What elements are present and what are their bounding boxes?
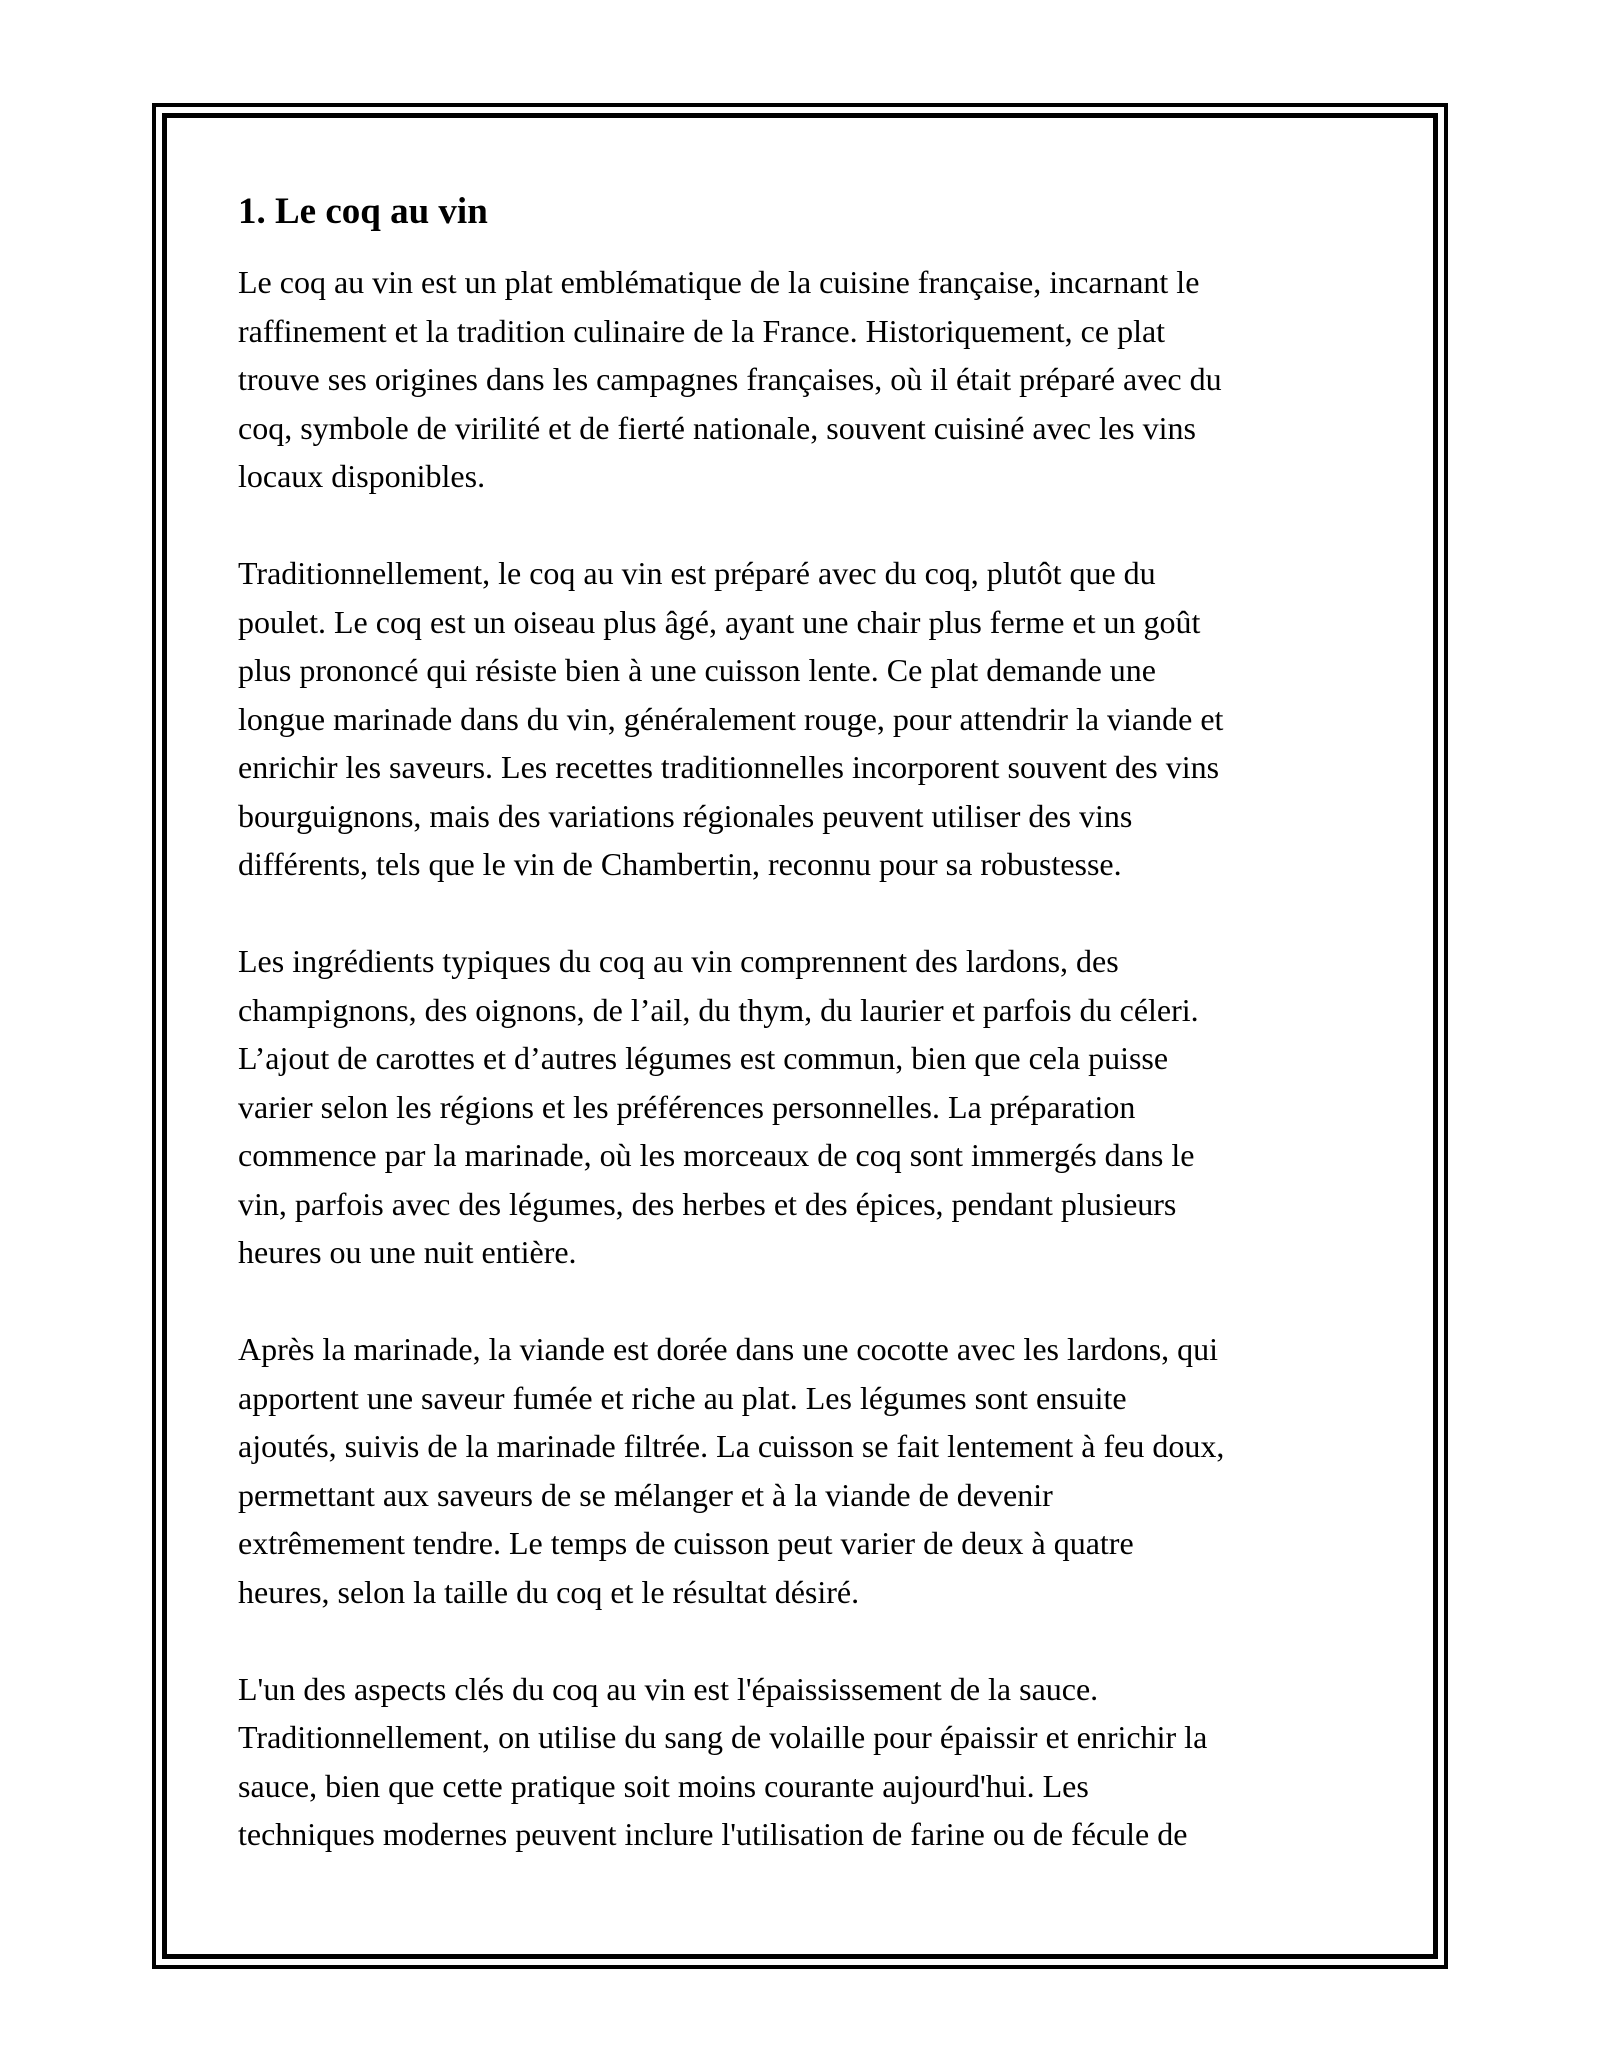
paragraph-line: coq, symbole de virilité et de fierté nationale, souvent cuisiné avec les vins — [238, 409, 1196, 446]
paragraph-line: poulet. Le coq est un oiseau plus âgé, ayant une chair plus ferme et un goût — [238, 603, 1201, 640]
paragraph-line: Après la marinade, la viande est dorée dans une cocotte avec les lardons, qui — [238, 1331, 1219, 1367]
document-title: 1. Le coq au vin — [238, 191, 488, 232]
document-body — [238, 188, 1368, 1907]
paragraph-ingredients — [238, 937, 1368, 1277]
paragraph-line: bourguignons, mais des variations régionales peuvent utiliser des vins — [238, 797, 1133, 834]
paragraph-line: L’ajout de carottes et d’autres légumes est commun, bien que cela puisse — [238, 1040, 1169, 1076]
paragraph-line: sauce, bien que cette pratique soit moins courante aujourd'hui. Les — [238, 1767, 1089, 1804]
paragraph-line: enrichir les saveurs. Les recettes traditionnelles incorporent souvent des vins — [238, 749, 1220, 785]
paragraph-line: Les ingrédients typiques du coq au vin comprennent des lardons, des — [238, 943, 1119, 979]
paragraph-line: varier selon les régions et les préférences personnelles. La préparation — [238, 1088, 1136, 1125]
paragraph-line: ajoutés, suivis de la marinade filtrée. La cuisson se fait lentement à feu doux, — [238, 1428, 1225, 1464]
paragraph-line: heures, selon la taille du coq et le résultat désiré. — [238, 1573, 860, 1610]
paragraph-line: différents, tels que le vin de Chambertin, reconnu pour sa robustesse. — [238, 846, 1122, 882]
paragraph-tradition — [238, 549, 1368, 889]
paragraph-line: apportent une saveur fumée et riche au plat. Les légumes sont ensuite — [238, 1379, 1127, 1416]
paragraph-line: commence par la marinade, où les morceaux de coq sont immergés dans le — [238, 1137, 1195, 1173]
paragraph-line: L'un des aspects clés du coq au vin est l'épaississement de la sauce. — [238, 1670, 1099, 1707]
paragraph-line: trouve ses origines dans les campagnes françaises, où il était préparé avec du — [238, 361, 1222, 397]
paragraph-line: raffinement et la tradition culinaire de la France. Historiquement, ce plat — [238, 312, 1166, 349]
paragraph-line: heures ou une nuit entière. — [238, 1234, 577, 1270]
paragraph-line: longue marinade dans du vin, généralement rouge, pour attendrir la viande et — [238, 700, 1224, 737]
paragraph-cooking — [238, 1325, 1368, 1616]
paragraph-line: Traditionnellement, on utilise du sang de volaille pour épaissir et enrichir la — [238, 1719, 1208, 1755]
paragraph-line: permettant aux saveurs de se mélanger et à la viande de devenir — [238, 1476, 1053, 1513]
paragraph-line: Le coq au vin est un plat emblématique de la cuisine française, incarnant le — [238, 264, 1200, 300]
paragraph-line: locaux disponibles. — [238, 458, 486, 494]
paragraph-line: plus prononcé qui résiste bien à une cuisson lente. Ce plat demande une — [238, 652, 1156, 688]
paragraph-line: techniques modernes peuvent inclure l'utilisation de farine ou de fécule de — [238, 1816, 1188, 1852]
paragraph-origins — [238, 258, 1368, 501]
paragraph-line: extrêmement tendre. Le temps de cuisson peut varier de deux à quatre — [238, 1525, 1134, 1561]
paragraph-line: vin, parfois avec des légumes, des herbes et des épices, pendant plusieurs — [238, 1185, 1177, 1222]
paragraph-line: Traditionnellement, le coq au vin est préparé avec du coq, plutôt que du — [238, 555, 1156, 591]
paragraph-line: champignons, des oignons, de l’ail, du thym, du laurier et parfois du céleri. — [238, 991, 1199, 1028]
paragraph-sauce — [238, 1665, 1368, 1859]
